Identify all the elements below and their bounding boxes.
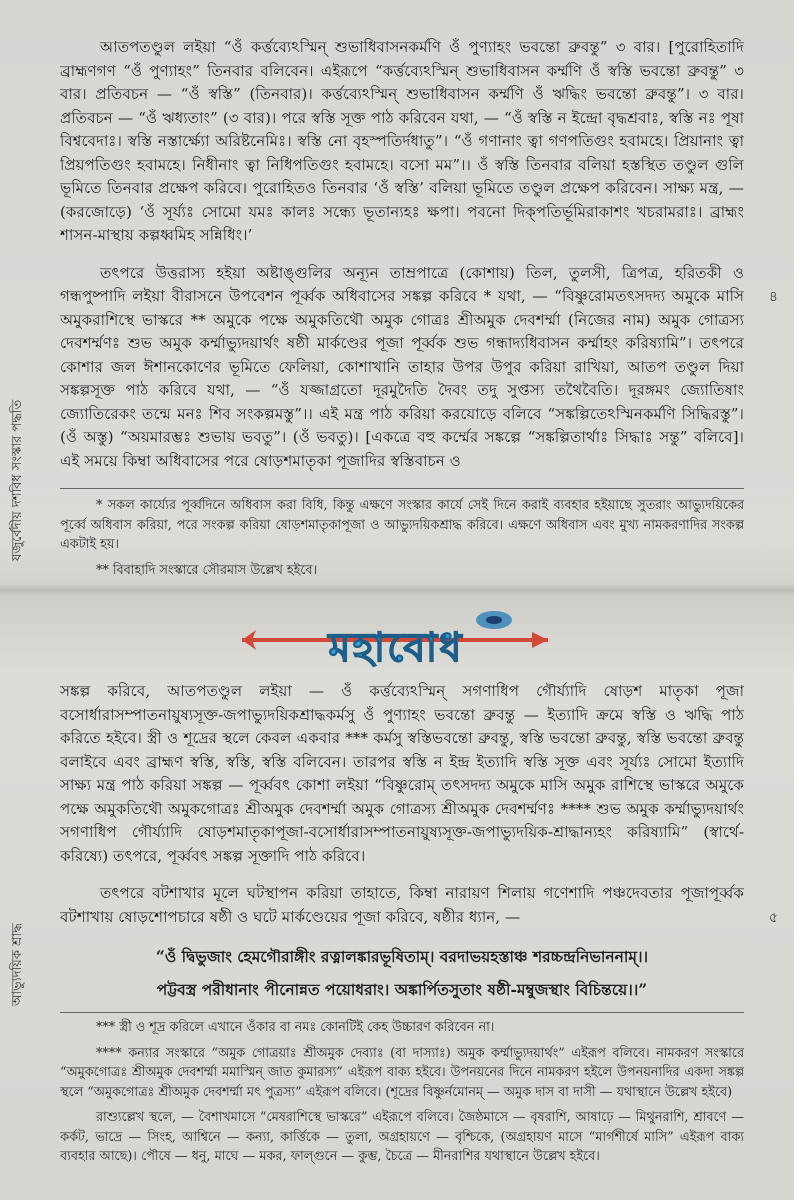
footnote: *** স্ত্রী ও শূদ্র করিলে এখানে ওঁকার বা নমঃ কোনটিই কেহ উচ্চারণ করিবেন না। bbox=[96, 1020, 495, 1035]
footnote-divider bbox=[60, 1012, 744, 1013]
watermark-logo bbox=[236, 606, 556, 676]
page-number-bottom: ৫ bbox=[768, 910, 778, 926]
side-label-top: যজুর্বেদীয় দশবিধ সংস্কার পদ্ধতি bbox=[10, 399, 25, 561]
page-number-top: ৪ bbox=[768, 289, 778, 305]
footnote-divider bbox=[60, 488, 744, 489]
paragraph: তৎপরে বটশাখার মূলে ঘটস্থাপন করিয়া তাহাতে, কিম্বা নারায়ণ শিলায় গণেশাদি পঞ্চদেবতার পূজাপূর্ব্বক বটশাখায় ষোড়শোপচারে ষষ্ঠী ও ঘটে মার্কণ্ডেয়ের পূজা করিবে, ষষ্ঠীর ধ্যান, — bbox=[60, 884, 744, 926]
bottom-footnotes bbox=[60, 1018, 744, 1194]
top-footnotes bbox=[60, 496, 744, 586]
paragraph bbox=[60, 1009, 744, 1010]
dhyana-verse-line: পট্টবস্ত্র পরীধানাং পীনোন্নত পয়োধরাং। অঙ্কার্পিতসুতাং ষষ্ঠী-মম্বুজস্থাং বিচিন্তয়ে।।” bbox=[156, 980, 648, 999]
paragraph: সঙ্কল্প করিবে, আতপতণ্ডুল লইয়া — ওঁ কর্ত্তব্যেঽস্মিন্ সগণাধিপ গৌর্য্যাদি ষোড়শ মাতৃকা পূজা বসোর্ধারাসম্পাতনায়ুষ্যসূক্ত-জপাভ্যুদয়িকশ্রাদ্ধকর্মসু ওঁ পুণ্যাহং ভবন্তো ব্রুবন্তু — ইত্যাদি ক্রমে স্বস্তি ও ঋদ্ধি পাঠ করিতে হইবে। স্ত্রী ও শূদ্রের স্থলে কেবল একবার *** কর্মসু স্বস্তিভবন্তো ব্রুবন্তু, স্বস্তি ভবন্তো ব্রুবন্তু, স্বস্তি ভবন্তো ব্রুবন্তু বলাইবে এবং ব্রাহ্মণ স্বস্তি, স্বস্তি, স্বস্তি বলিবেন। তারপর স্বস্তি ন ইন্দ্র ইত্যাদি স্বস্তি সূক্ত এবং সূর্য্যঃ সোমো ইত্যাদি সাক্ষ্য মন্ত্র পাঠ করিয়া সঙ্কল্প — পূর্ব্ববৎ কোশা লইয়া “বিষ্ণুরোম্ তৎসদদ্য অমুকে মাসি অমুক রাশিস্থে ভাস্করে অমুকে পক্ষে অমুকতিথৌ অমুকগোত্রঃ শ্রীঅমুক দেবশর্ম্মা অমুক গোত্রস্য শ্রীঅমুক দেবশর্ম্মণঃ **** শুভ অমুক কর্ম্মাভ্যুদয়ার্থং সগণাধিপ গৌর্য্যাদি ষোড়শমাতৃকাপূজা-বসোর্ধারাসম্পাতনায়ুষ্যসূক্ত-জপাভ্যুদয়িক-শ্রাদ্ধান্যহং করিষ্যামি” (স্বার্থে-করিষ্যে) তৎপরে, পূর্ব্ববৎ সঙ্কল্প সূক্তাদি পাঠ করিবে। bbox=[60, 682, 744, 865]
side-label-bottom: আভ্যুদয়িক শ্রাদ্ধ bbox=[10, 923, 25, 1007]
paragraph: আতপতণ্ডুল লইয়া “ওঁ কর্ত্তব্যেঽস্মিন্ শুভাধিবাসনকর্মণি ওঁ পুণ্যাহং ভবন্তো ব্রুবন্তু” ৩ বার। [পুরোহিতাদি ব্রাহ্মণগণ “ওঁ পুণ্যাহং” তিনবার বলিবেন। এইরূপে “কর্ত্তব্যেঽস্মিন্ শুভাধিবাসন কর্ম্মণি ওঁ স্বস্তি ভবন্তো ব্রুবন্তু” ৩ বার। প্রতিবচন — “ওঁ স্বস্তি” (তিনবার)। কর্ত্তব্যেঽস্মিন্ শুভাধিবাসন কর্ম্মণি ওঁ ঋদ্ধিং ভবন্তো ব্রুবন্তু”। ৩ বার। প্রতিবচন — “ওঁ ঋধ্যতাং” (৩ বার)। পরে স্বস্তি সূক্ত পাঠ করিবেন যথা, — “ওঁ স্বস্তি ন ইন্দ্রো বৃদ্ধশ্রবাঃ, স্বস্তি নঃ পূষা বিশ্ববেদাঃ। স্বস্তি নস্তার্ক্ষ্যো অরিষ্টনেমিঃ। স্বস্তি নো বৃহস্পতির্দধাতু”। “ওঁ গণানাং ত্বা গণপতিগুং হবামহে। প্রিয়ানাং ত্বা প্রিয়পতিগুং হবামহে। নিধীনাং ত্বা নিধিপতিগুং হবামহে। বসো মম”।। ওঁ স্বস্তি তিনবার বলিয়া হস্তস্থিত তণ্ডুল গুলি ভূমিতে তিনবার প্রক্ষেপ করিবে। পুরোহিতও তিনবার ‘ওঁ স্বস্তি’ বলিয়া ভূমিতে তণ্ডুল প্রক্ষেপ করিবেন। সাক্ষ্য মন্ত্র, — (করজোড়ে) ‘ওঁ সূর্য্যঃ সোমো যমঃ কালঃ সন্ধ্যে ভূতান্যহঃ ক্ষপা। পবনো দিক্পতির্ভূমিরাকাশং খচরামরাঃ। ব্রাহ্মং শাসন-মাস্থায় কল্পধ্বমিহ সন্নিধিং।’ bbox=[60, 38, 744, 244]
top-text-section bbox=[60, 36, 744, 476]
logo-text: মহাবোধ bbox=[328, 625, 464, 671]
footnote: **** কন্যার সংস্কারে “অমুক গোত্রয়াঃ শ্রীঅমুক দেব্যাঃ (বা দাস্যাঃ) অমুক কর্ম্মাভ্যুদয়ার্থং” এইরূপ বলিবে। নামকরণ সংস্কারে “অমুকগোত্রঃ শ্রীঅমুক দেবশর্ম্মা মমাস্মিন্ জাত কুমারস্য” এইরূপ বাক্য হইবে। উপনয়নের দিনে নামকরণ হইলে উপনয়নাদির একদা সঙ্কল্প স্থলে “অমুকগোত্রঃ শ্রীঅমুক দেবশর্ম্মা মৎ পুত্রস্য” এইরূপ বলিবে। (শূদ্রের বিষ্ণুর্নমোনম্ — অমুক দাস বা দাসী — যথাস্থানে উল্লেখ হইবে) bbox=[60, 1045, 744, 1100]
bottom-text-section bbox=[60, 680, 744, 1010]
dhyana-verse-line: “ওঁ দ্বিভুজাং হেমগৌরাঙ্গীং রত্নালঙ্কারভূষিতাম্। বরদাভয়হস্তাঞ্চ শরচ্চন্দ্রনিভাননাম্।। bbox=[155, 947, 649, 966]
footnote: * সকল কার্য্যের পূর্ব্বদিনে অধিবাস করা বিধি, কিন্তু এক্ষণে সংস্কার কার্যে সেই দিনে করাই ব্যবহার হইয়াছে সুতরাং আভ্যুদয়িকের পূর্ব্বে অধিবাস করিয়া, পরে সংকল্প করিয়া ষোড়শমাতৃকাপূজা ও আভ্যুদয়িকশ্রাদ্ধ করিবে। এক্ষণে অধিবাস এবং মুখ্য নামকরণাদির সংকল্প একটাই হয়। bbox=[60, 498, 744, 552]
footnote: ** বিবাহাদি সংস্কারে সৌরমাস উল্লেখ হইবে। bbox=[96, 562, 318, 578]
paragraph: তৎপরে উত্তরাস্য হইয়া অষ্টাঙ্গুলির অন্যূন তাম্রপাত্রে (কোশায়) তিল, তুলসী, ত্রিপত্র, হরিতকী ও গন্ধপুষ্পাদি লইয়া বীরাসনে উপবেশন পূর্ব্বক অধিবাসের সঙ্কল্প করিবে * যথা, — “বিষ্ণুরোমতৎসদদ্য অমুকে মাসি অমুকরাশিস্থে ভাস্করে ** অমুকে পক্ষে অমুকতিথৌ অমুক গোত্রঃ শ্রীঅমুক দেবশর্ম্মা (নিজের নাম) অমুক গোত্রস্য দেবশর্ম্মণঃ শুভ অমুক কর্ম্মাভ্যুদয়ার্থং ষষ্ঠী মার্কণ্ডের পূজা পূর্ব্বক শুভ গন্ধাদ্যধিবাসন কর্ম্মাহং করিষ্যামি”। তৎপরে কোশার জল ঈশানকোণের ভূমিতে ফেলিয়া, কোশাখানি তাহার উপর উপুর করিয়া রাখিয়া, আতপ তণ্ডুল দিয়া সঙ্কল্পসূক্ত পাঠ করিবে যথা, — “ওঁ যজ্জাগ্রতো দূরমুদৈতি দৈবং তদু সুপ্তস্য তথৈবৈতি। দূরঙ্গমং জ্যোতিষাং জ্যোতিরেকং তন্মে মনঃ শিব সংকল্পমস্তু”।। এই মন্ত্র পাঠ করিয়া করযোড়ে বলিবে “সঙ্কল্পিতেঽস্মিনকর্মণি সিদ্ধিরস্তু”। (ওঁ অস্তু) “অয়মারম্ভঃ শুভায় ভবতু”। (ওঁ ভবতু)। [একত্রে বহু কর্ম্মের সঙ্কল্পে “সঙ্কল্পিতার্থাঃ সিদ্ধাঃ সন্তু” বলিবে]। এই সময়ে কিম্বা অধিবাসের পরে ষোড়শমাতৃকা পূজাদির স্বস্তিবাচন ও bbox=[60, 263, 744, 470]
footnote: রাশ্যুল্লেখ স্থলে, — বৈশাখমাসে “মেষরাশিস্থে ভাস্করে” এইরূপে বলিবে। জৈষ্ঠমাসে — বৃষরাশি, আষাঢ়ে — মিথুনরাশি, শ্রাবণে — কর্কট, ভাদ্রে — সিংহ, আশ্বিনে — কন্যা, কার্ত্তিকে — তুলা, অগ্রহায়ণে — বৃশ্চিকে, (অগ্রহায়ণ মাসে “মার্গশীর্ষে মাসি” এইরূপ বাক্য ব্যবহার আছে)। পৌষে — ধনু, মাঘে — মকর, ফাল্গুনে — কুম্ভ, চৈত্রে — মীনরাশির যথাস্থানে উল্লেখ হইবে। bbox=[60, 1110, 744, 1164]
